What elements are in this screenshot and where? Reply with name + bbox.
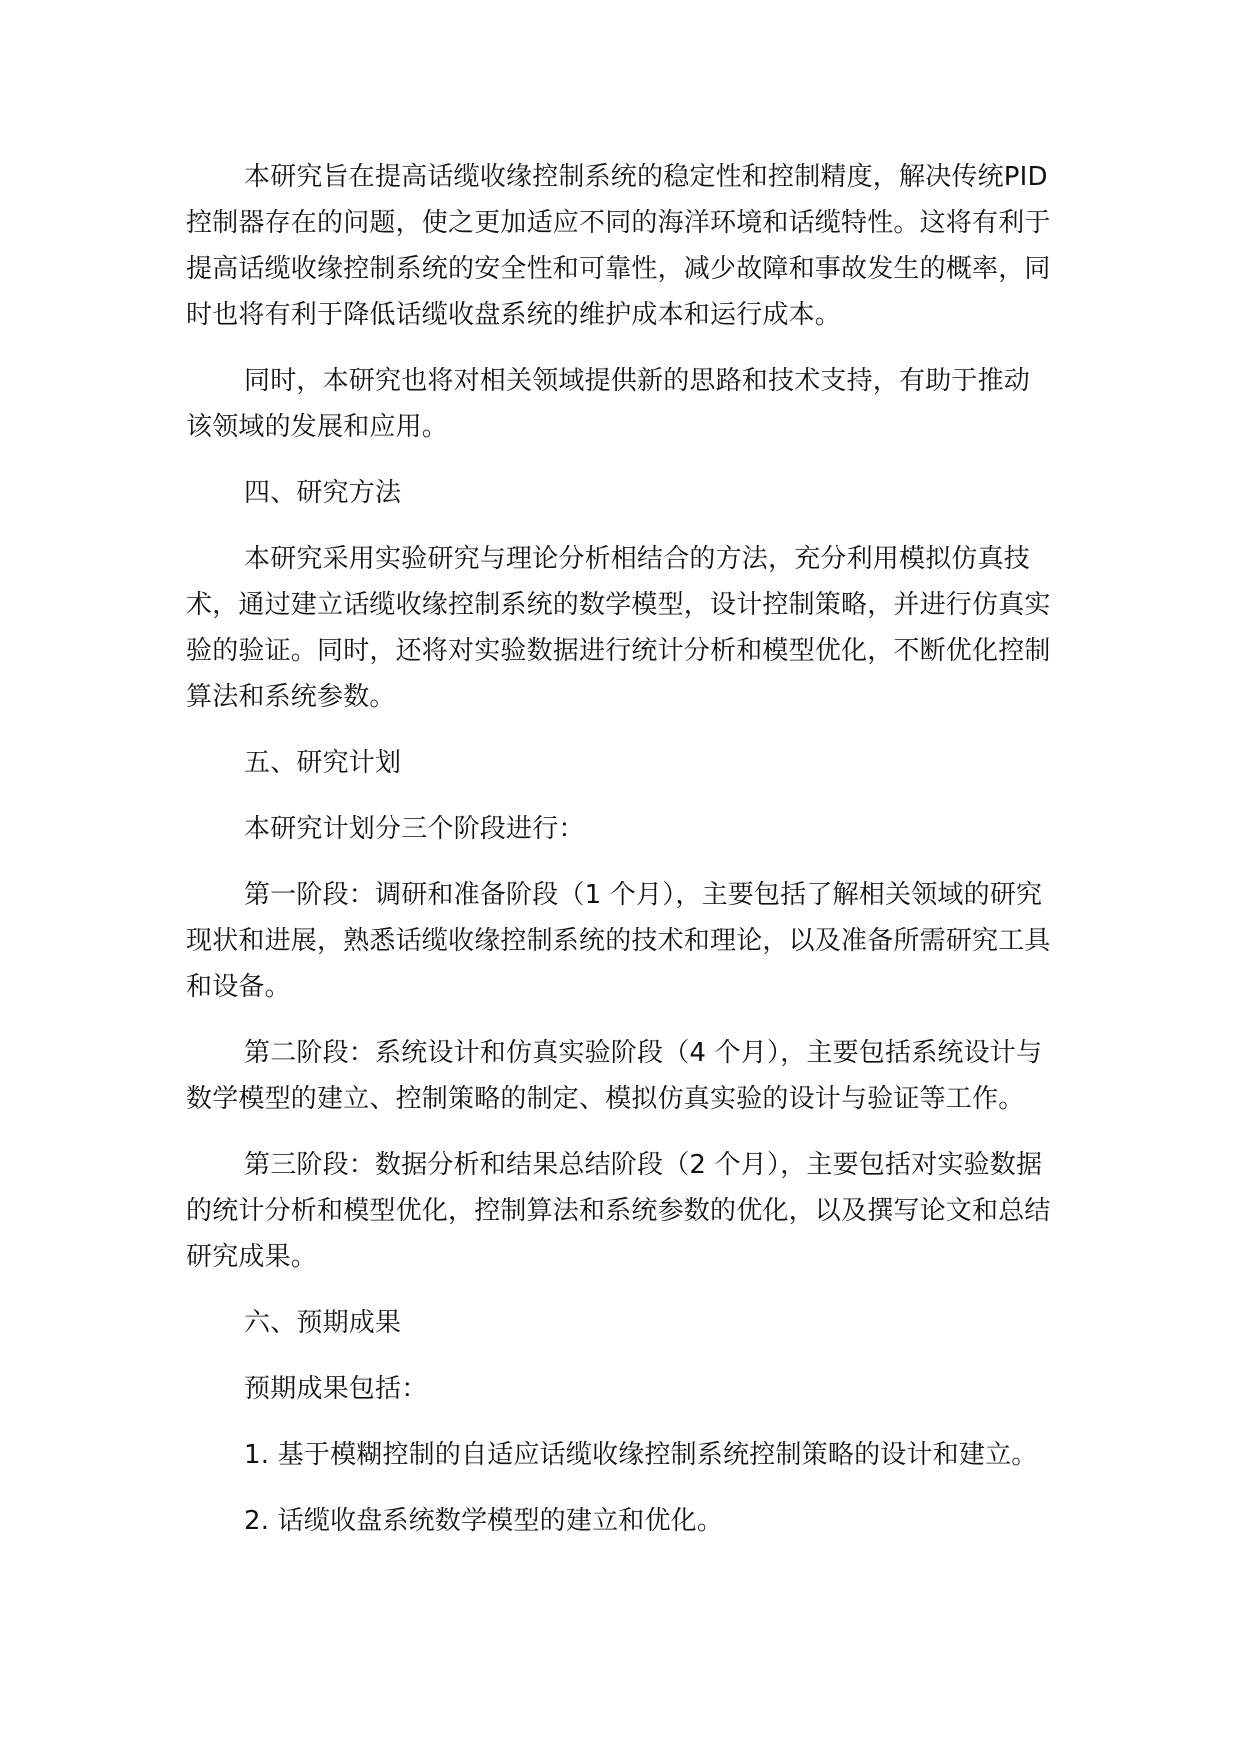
paragraph-expected-intro: 预期成果包括： (244, 1374, 428, 1404)
list-item-result-1: 1. 基于模糊控制的自适应话缆收缘控制系统控制策略的设计和建立。 (244, 1440, 1038, 1470)
paragraph-research-aim: 本研究旨在提高话缆收缘控制系统的稳定性和控制精度，解决传统PID 控制器存在的问题，使之更加适应不同的海洋环境和话缆特性。这将有利于提高话缆收缘控制系统的安全性和可靠性，减少故障和事故发生的概率，同时也将有利于降低话缆收盘系统的维护成本和运行成本。 (186, 162, 1051, 330)
paragraph-research-significance: 同时，本研究也将对相关领域提供新的思路和技术支持，有助于推动该领域的发展和应用。 (186, 366, 1031, 442)
paragraph-phase-one: 第一阶段：调研和准备阶段（1 个月），主要包括了解相关领域的研究现状和进展，熟悉话缆收缘控制系统的技术和理论，以及准备所需研究工具和设备。 (186, 880, 1051, 1002)
paragraph-plan-intro: 本研究计划分三个阶段进行： (244, 814, 585, 844)
paragraph-phase-two: 第二阶段：系统设计和仿真实验阶段（4 个月），主要包括系统设计与数学模型的建立、控制策略的制定、模拟仿真实验的设计与验证等工作。 (186, 1038, 1043, 1114)
heading-expected-results: 六、预期成果 (244, 1308, 402, 1338)
paragraph-research-methods: 本研究采用实验研究与理论分析相结合的方法，充分利用模拟仿真技术，通过建立话缆收缘控制系统的数学模型，设计控制策略，并进行仿真实验的验证。同时，还将对实验数据进行统计分析和模型优化，不断优化控制算法和系统参数。 (186, 544, 1051, 712)
list-item-result-2: 2. 话缆收盘系统数学模型的建立和优化。 (244, 1506, 724, 1536)
heading-research-methods: 四、研究方法 (244, 478, 402, 508)
paragraph-phase-three: 第三阶段：数据分析和结果总结阶段（2 个月），主要包括对实验数据的统计分析和模型优化，控制算法和系统参数的优化，以及撰写论文和总结研究成果。 (186, 1150, 1051, 1272)
document-body (186, 154, 1056, 1564)
heading-research-plan: 五、研究计划 (244, 748, 402, 778)
